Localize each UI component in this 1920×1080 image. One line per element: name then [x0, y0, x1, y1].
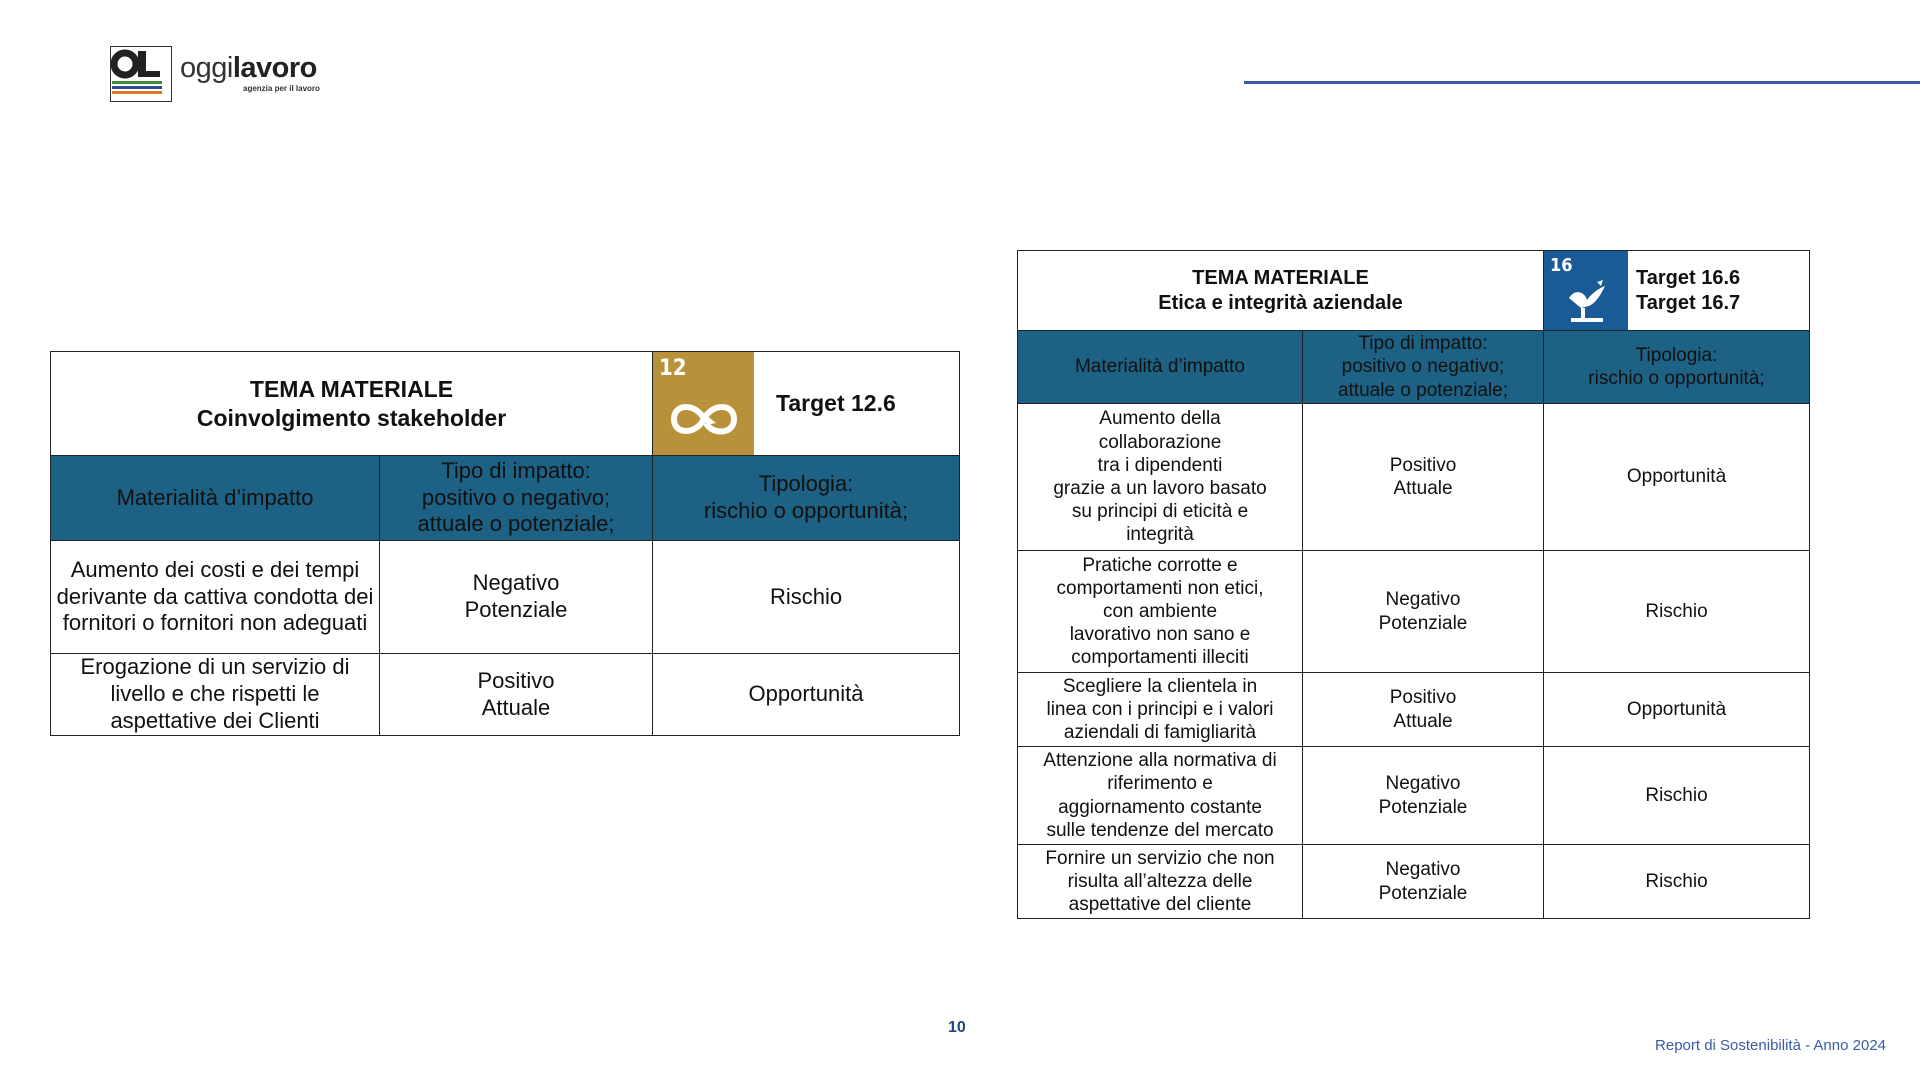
cell-tipo: Positivo Attuale [380, 654, 653, 736]
material-topic-table-stakeholder [50, 351, 960, 736]
col-header-tipologia: Tipologia: rischio o opportunità; [1544, 331, 1810, 404]
cell-materialita: Pratiche corrotte e comportamenti non etici, con ambiente lavorativo non sano e comportamenti illeciti [1018, 551, 1303, 673]
col-header-tipo-impatto: Tipo di impatto: positivo o negativo; attuale o potenziale; [1303, 331, 1544, 404]
cell-materialita: Attenzione alla normativa di riferimento e aggiornamento costante sulle tendenze del mercato [1018, 747, 1303, 845]
page-number: 10 [948, 1019, 966, 1036]
cell-materialita: Scegliere la clientela in linea con i principi e i valori aziendali di famigliarità [1018, 673, 1303, 747]
table-row [51, 654, 960, 736]
table-row [1018, 845, 1810, 919]
table-row [1018, 404, 1810, 551]
topic-title-cell [1018, 251, 1544, 331]
table-row [1018, 673, 1810, 747]
cell-tipo: Negativo Potenziale [380, 541, 653, 654]
logo-wordmark: oggilavoro [180, 52, 317, 84]
sdg-16-peace-justice-icon: 16 [1544, 251, 1628, 330]
sdg-12-cell [653, 352, 754, 456]
header-divider [1244, 81, 1920, 84]
cell-tipologia: Rischio [1544, 551, 1810, 673]
topic-title-label: TEMA MATERIALE [249, 376, 454, 403]
sdg-targets [1628, 251, 1810, 331]
report-title-footer: Report di Sostenibilità - Anno 2024 [1655, 1037, 1886, 1054]
logo-mark-icon [110, 46, 172, 102]
cell-tipo: Positivo Attuale [1303, 404, 1544, 551]
topic-title-name: Etica e integrità aziendale [1158, 291, 1403, 314]
cell-tipologia: Rischio [653, 541, 960, 654]
table-row [51, 541, 960, 654]
col-header-tipo-impatto: Tipo di impatto: positivo o negativo; attuale o potenziale; [380, 456, 653, 541]
sdg-target: Target 16.7 [1636, 291, 1741, 314]
table-header-row [51, 456, 960, 541]
cell-tipologia: Rischio [1544, 747, 1810, 845]
cell-tipologia: Opportunità [1544, 404, 1810, 551]
cell-tipo: Negativo Potenziale [1303, 845, 1544, 919]
cell-materialita: Fornire un servizio che non risulta all’altezza delle aspettative del cliente [1018, 845, 1303, 919]
table-header-row [1018, 331, 1810, 404]
col-header-materialita: Materialità d’impatto [51, 456, 380, 541]
col-header-materialita: Materialità d’impatto [1018, 331, 1303, 404]
company-logo [110, 46, 350, 102]
cell-tipologia: Opportunità [653, 654, 960, 736]
cell-tipologia: Opportunità [1544, 673, 1810, 747]
cell-materialita: Aumento dei costi e dei tempi derivante da cattiva condotta dei fornitori o fornitori non adeguati [51, 541, 380, 654]
logo-tagline: agenzia per il lavoro [243, 84, 320, 93]
sdg-target: Target 16.6 [1636, 267, 1741, 290]
cell-tipo: Negativo Potenziale [1303, 551, 1544, 673]
sdg-target: Target 12.6 [754, 352, 960, 456]
cell-materialita: Aumento della collaborazione tra i dipendenti grazie a un lavoro basato su principi di eticità e integrità [1018, 404, 1303, 551]
sdg-16-cell [1544, 251, 1628, 331]
cell-tipo: Negativo Potenziale [1303, 747, 1544, 845]
table-row [1018, 551, 1810, 673]
cell-tipo: Positivo Attuale [1303, 673, 1544, 747]
cell-materialita: Erogazione di un servizio di livello e che rispetti le aspettative dei Clienti [51, 654, 380, 736]
topic-title-cell [51, 352, 653, 456]
table-row [1018, 747, 1810, 845]
topic-title-label: TEMA MATERIALE [1192, 267, 1369, 290]
sdg-12-responsible-consumption-icon: 12 [653, 352, 754, 455]
col-header-tipologia: Tipologia: rischio o opportunità; [653, 456, 960, 541]
topic-title-name: Coinvolgimento stakeholder [196, 404, 507, 431]
material-topic-table-ethics [1017, 250, 1810, 919]
cell-tipologia: Rischio [1544, 845, 1810, 919]
